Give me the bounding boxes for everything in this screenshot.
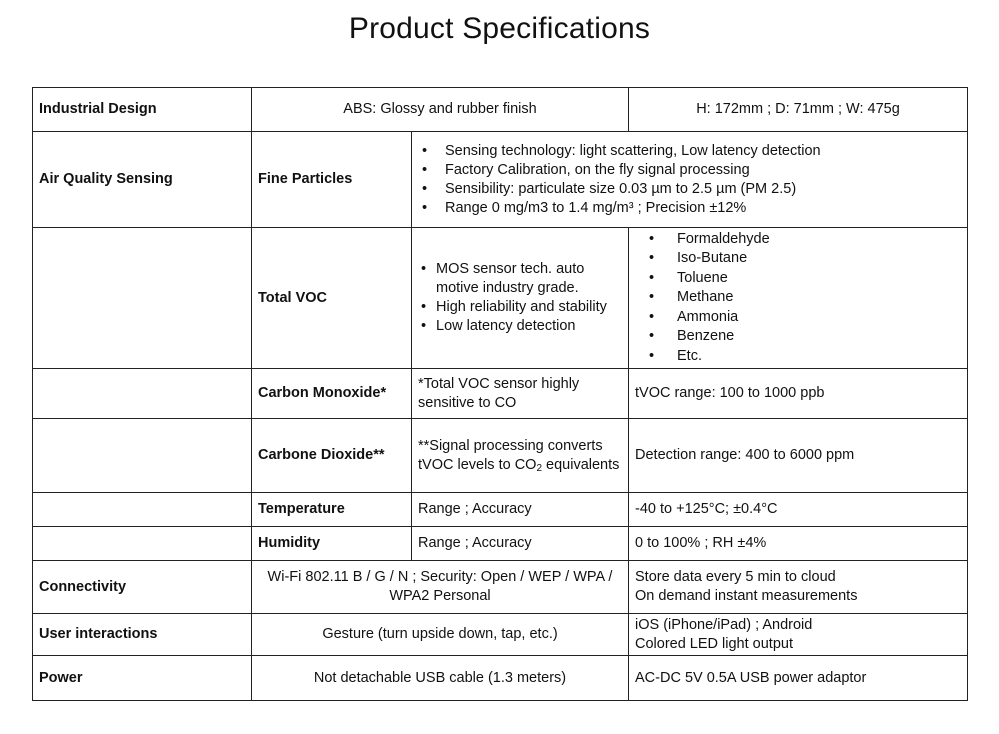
- carbon-monoxide-range: tVOC range: 100 to 1000 ppb: [629, 369, 968, 419]
- list-item: • Low latency detection: [418, 317, 622, 336]
- cloud-line: Store data every 5 min to cloud: [635, 569, 836, 585]
- dimensions-cell: H: 172mm ; D: 71mm ; W: 475g: [629, 88, 968, 132]
- empty-cell: [33, 419, 252, 493]
- voc-compounds-list: [635, 230, 961, 367]
- empty-cell: [33, 228, 252, 369]
- list-item: • Formaldehyde: [635, 230, 961, 250]
- apps-line: Colored LED light output: [635, 635, 793, 652]
- adaptor-cell: AC-DC 5V 0.5A USB power adaptor: [629, 656, 968, 701]
- carbon-dioxide-subscript: 2: [536, 462, 543, 474]
- table-row: [33, 88, 968, 132]
- carbon-dioxide-note: [412, 419, 629, 493]
- list-item: • Benzene: [635, 327, 961, 347]
- temperature-spec: Range ; Accuracy: [412, 493, 629, 527]
- list-item: • Ammonia: [635, 308, 961, 328]
- table-row: [33, 493, 968, 527]
- list-item: • Etc.: [635, 347, 961, 367]
- carbon-dioxide-label: Carbone Dioxide**: [252, 419, 412, 493]
- table-row: [33, 561, 968, 614]
- row-label-connectivity: Connectivity: [33, 561, 252, 614]
- empty-cell: [33, 493, 252, 527]
- humidity-value: 0 to 100% ; RH ±4%: [629, 527, 968, 561]
- carbon-monoxide-label: Carbon Monoxide*: [252, 369, 412, 419]
- carbon-dioxide-note-suffix: equivalents: [542, 456, 620, 473]
- temperature-label: Temperature: [252, 493, 412, 527]
- table-row: [33, 419, 968, 493]
- list-item: • MOS sensor tech. auto motive industry grade.: [418, 260, 622, 298]
- list-item: • Sensibility: particulate size 0.03 µm to 2.5 µm (PM 2.5): [418, 180, 961, 199]
- table-row: [33, 614, 968, 656]
- empty-cell: [33, 527, 252, 561]
- list-item: • Factory Calibration, on the fly signal processing: [418, 161, 961, 180]
- humidity-spec: Range ; Accuracy: [412, 527, 629, 561]
- fine-particles-list: [418, 142, 961, 218]
- gesture-cell: Gesture (turn upside down, tap, etc.): [252, 614, 629, 656]
- list-item: • Methane: [635, 288, 961, 308]
- row-label-power: Power: [33, 656, 252, 701]
- list-item: • Range 0 mg/m3 to 1.4 mg/m³ ; Precision ±12%: [418, 199, 961, 218]
- row-label-air-quality-sensing: Air Quality Sensing: [33, 132, 252, 228]
- carbon-monoxide-note: *Total VOC sensor highly sensitive to CO: [412, 369, 629, 419]
- apps-line: iOS (iPhone/iPad) ; Android: [635, 616, 813, 633]
- total-voc-list: [418, 260, 622, 336]
- temperature-value: -40 to +125°C; ±0.4°C: [629, 493, 968, 527]
- apps-cell: [629, 614, 968, 656]
- row-label-user-interactions: User interactions: [33, 614, 252, 656]
- table-row: [33, 656, 968, 701]
- list-item: • Sensing technology: light scattering, Low latency detection: [418, 142, 961, 161]
- row-label-industrial-design: Industrial Design: [33, 88, 252, 132]
- empty-cell: [33, 369, 252, 419]
- wifi-cell: Wi-Fi 802.11 B / G / N ; Security: Open / WEP / WPA / WPA2 Personal: [252, 561, 629, 614]
- list-item: • Iso-Butane: [635, 249, 961, 269]
- spec-table: [32, 87, 968, 701]
- table-row: [33, 228, 968, 369]
- carbon-dioxide-range: Detection range: 400 to 6000 ppm: [629, 419, 968, 493]
- page-title: Product Specifications: [348, 12, 651, 45]
- cable-cell: Not detachable USB cable (1.3 meters): [252, 656, 629, 701]
- voc-compounds-cell: [629, 228, 968, 369]
- cloud-cell: [629, 561, 968, 614]
- fine-particles-details: [412, 132, 968, 228]
- list-item: • High reliability and stability: [418, 298, 622, 317]
- list-item: • Toluene: [635, 269, 961, 289]
- fine-particles-label: Fine Particles: [252, 132, 412, 228]
- table-row: [33, 132, 968, 228]
- cloud-line: On demand instant measurements: [635, 588, 858, 604]
- total-voc-details: [412, 228, 629, 369]
- table-row: [33, 527, 968, 561]
- humidity-label: Humidity: [252, 527, 412, 561]
- material-cell: ABS: Glossy and rubber finish: [252, 88, 629, 132]
- total-voc-label: Total VOC: [252, 228, 412, 369]
- carbon-dioxide-note-text: **Signal processing converts tVOC levels to CO: [418, 437, 603, 473]
- table-row: [33, 369, 968, 419]
